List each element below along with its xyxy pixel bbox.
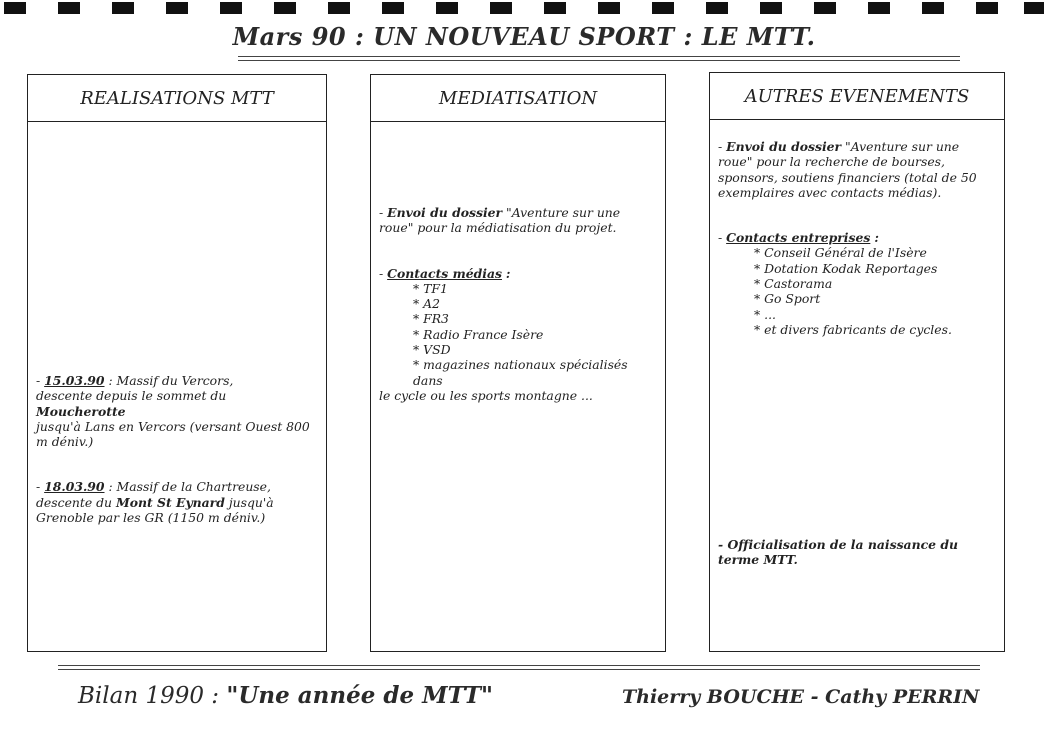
- binding-hole: [706, 2, 728, 14]
- dossier-text: "Aventure sur une roue" pour la médiatisation du projet.: [379, 205, 621, 236]
- bilan-label: Bilan 1990 :: [78, 683, 227, 709]
- contact-item: * VSD: [413, 342, 451, 358]
- binding-hole: [868, 2, 890, 14]
- contact-item: * et divers fabricants de cycles.: [754, 321, 952, 337]
- column-heading: REALISATIONS MTT: [28, 75, 326, 122]
- list-item: - Envoi du dossier "Aventure sur une roue" pour la médiatisation du projet.: [379, 205, 621, 236]
- entry-place: Moucherotte: [36, 403, 126, 419]
- binding-hole: [814, 2, 836, 14]
- column-body: [379, 205, 657, 403]
- list-item: - Envoi du dossier "Aventure sur une roue" pour la recherche de bourses, sponsors, soutiens financiers (total de 50 exemplaires avec contacts médias).: [718, 139, 977, 200]
- binding-hole: [166, 2, 188, 14]
- contact-item: * Go Sport: [754, 291, 821, 307]
- binding-hole: [274, 2, 296, 14]
- binding-hole: [598, 2, 620, 14]
- page-title: Mars 90 : UN NOUVEAU SPORT : LE MTT.: [232, 22, 816, 51]
- title-divider: [238, 56, 960, 61]
- entry-place: Mont St Eynard: [115, 494, 225, 510]
- column-heading: AUTRES EVENEMENTS: [710, 73, 1004, 120]
- contact-item: * Radio France Isère: [413, 326, 544, 342]
- column-body: [36, 373, 318, 525]
- column-heading: MEDIATISATION: [371, 75, 665, 122]
- binding-hole: [436, 2, 458, 14]
- official-text: Officialisation de la naissance du terme MTT.: [718, 537, 958, 568]
- footer-divider: [58, 665, 980, 670]
- column-autres-evenements: [709, 72, 1005, 652]
- entry-text: descente du: [36, 494, 116, 510]
- entry-text: : Massif de la Chartreuse,: [104, 479, 271, 495]
- bilan-quote: "Une année de MTT": [226, 682, 493, 709]
- contact-item: * Dotation Kodak Reportages: [754, 260, 938, 276]
- binding-hole: [4, 2, 26, 14]
- contact-item: * ...: [754, 306, 776, 322]
- binding-hole: [760, 2, 782, 14]
- entry-date: 18.03.90: [44, 479, 105, 495]
- entry-text: : Massif du Vercors,: [104, 373, 234, 388]
- binding-hole: [220, 2, 242, 14]
- contact-item: * magazines nationaux spécialisés dans: [413, 357, 628, 388]
- contact-item: * TF1: [413, 280, 448, 296]
- column-body: [718, 139, 996, 337]
- binding-hole: [490, 2, 512, 14]
- contacts-label: Contacts médias: [387, 265, 502, 281]
- column-mediatisation: [370, 74, 666, 652]
- contacts-label: Contacts entreprises: [726, 230, 871, 246]
- entry-text: jusqu'à Lans en Vercors (versant Ouest 800 m déniv.): [36, 418, 310, 450]
- binding-hole: [382, 2, 404, 14]
- contact-item-continued: le cycle ou les sports montagne ...: [379, 387, 593, 403]
- binding-hole: [1024, 2, 1044, 14]
- binding-hole: [922, 2, 944, 14]
- binding-hole: [976, 2, 998, 14]
- binding-hole: [58, 2, 80, 14]
- entry-text: descente depuis le sommet du: [36, 388, 227, 404]
- entry-date: 15.03.90: [44, 373, 105, 388]
- binding-hole: [652, 2, 674, 14]
- footer-authors: Thierry BOUCHE - Cathy PERRIN: [622, 686, 980, 708]
- contact-item: * A2: [413, 296, 440, 312]
- contacts-heading: - Contacts médias :: [379, 265, 511, 281]
- binding-hole: [328, 2, 350, 14]
- footer-bilan: [78, 682, 493, 709]
- list-item: - 15.03.90 : Massif du Vercors, descente depuis le sommet du Moucherotte jusqu'à Lans en Vercors (versant Ouest 800 m déniv.): [36, 373, 310, 450]
- contact-item: * Conseil Général de l'Isère: [754, 245, 927, 261]
- spiral-binding: [0, 0, 1048, 16]
- binding-hole: [112, 2, 134, 14]
- binding-hole: [544, 2, 566, 14]
- contacts-heading: - Contacts entreprises :: [718, 230, 879, 246]
- dossier-label: Envoi du dossier: [726, 139, 842, 154]
- dossier-text: "Aventure sur une roue" pour la recherche de bourses, sponsors, soutiens financiers (total de 50 exemplaires avec contacts médias).: [718, 139, 977, 200]
- official-note: - Officialisation de la naissance du terme MTT.: [718, 537, 958, 568]
- list-item: - 18.03.90 : Massif de la Chartreuse, descente du Mont St Eynard jusqu'à Grenoble par les GR (1150 m déniv.): [36, 479, 274, 526]
- contact-item: * FR3: [413, 311, 449, 327]
- dossier-label: Envoi du dossier: [387, 205, 503, 220]
- entry-text: jusqu'à Grenoble par les GR (1150 m déniv.): [36, 494, 274, 526]
- contact-item: * Castorama: [754, 276, 833, 292]
- column-realisations: [27, 74, 327, 652]
